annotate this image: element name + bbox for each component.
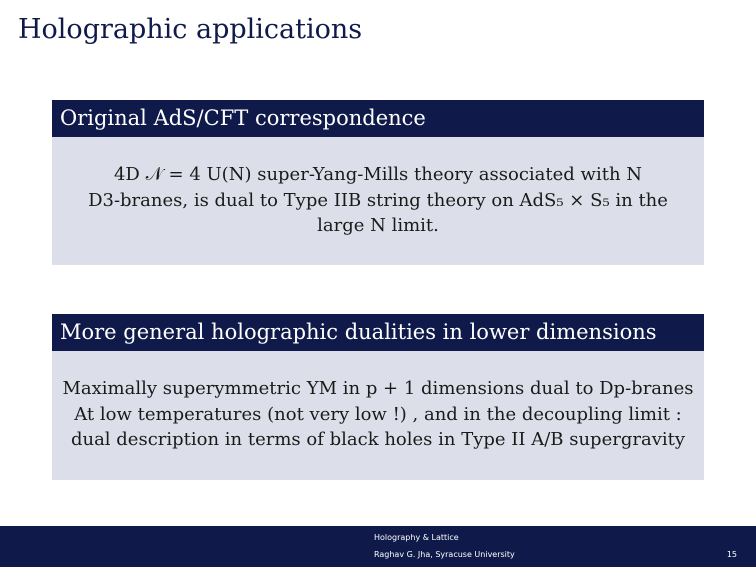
block-adscft <box>52 100 704 265</box>
block-general-dualities-body <box>52 351 704 453</box>
slide-title: Holographic applications <box>18 14 363 45</box>
block-adscft-line: D3-branes, is dual to Type IIB string theory on AdS₅ × S₅ in the <box>88 189 668 211</box>
block-general-dualities-line: dual description in terms of black holes in Type II A/B supergravity <box>70 429 686 450</box>
footer-author: Raghav G. Jha, Syracuse University <box>374 550 515 559</box>
block-adscft-body <box>52 137 704 239</box>
block-adscft-title: Original AdS/CFT correspondence <box>52 100 704 137</box>
block-adscft-line: 4D 𝒩 = 4 U(N) super-Yang-Mills theory associated with N <box>113 164 643 185</box>
block-adscft-line: large N limit. <box>317 215 439 236</box>
page-number: 15 <box>726 550 737 559</box>
footer-title: Holography & Lattice <box>374 533 459 542</box>
block-general-dualities-line: At low temperatures (not very low !) , and in the decoupling limit : <box>74 403 682 425</box>
slide-footer <box>0 526 756 567</box>
block-general-dualities <box>52 314 704 480</box>
block-general-dualities-title: More general holographic dualities in lower dimensions <box>52 314 704 351</box>
block-general-dualities-line: Maximally superymmetric YM in p + 1 dimensions dual to Dp-branes <box>62 378 694 399</box>
